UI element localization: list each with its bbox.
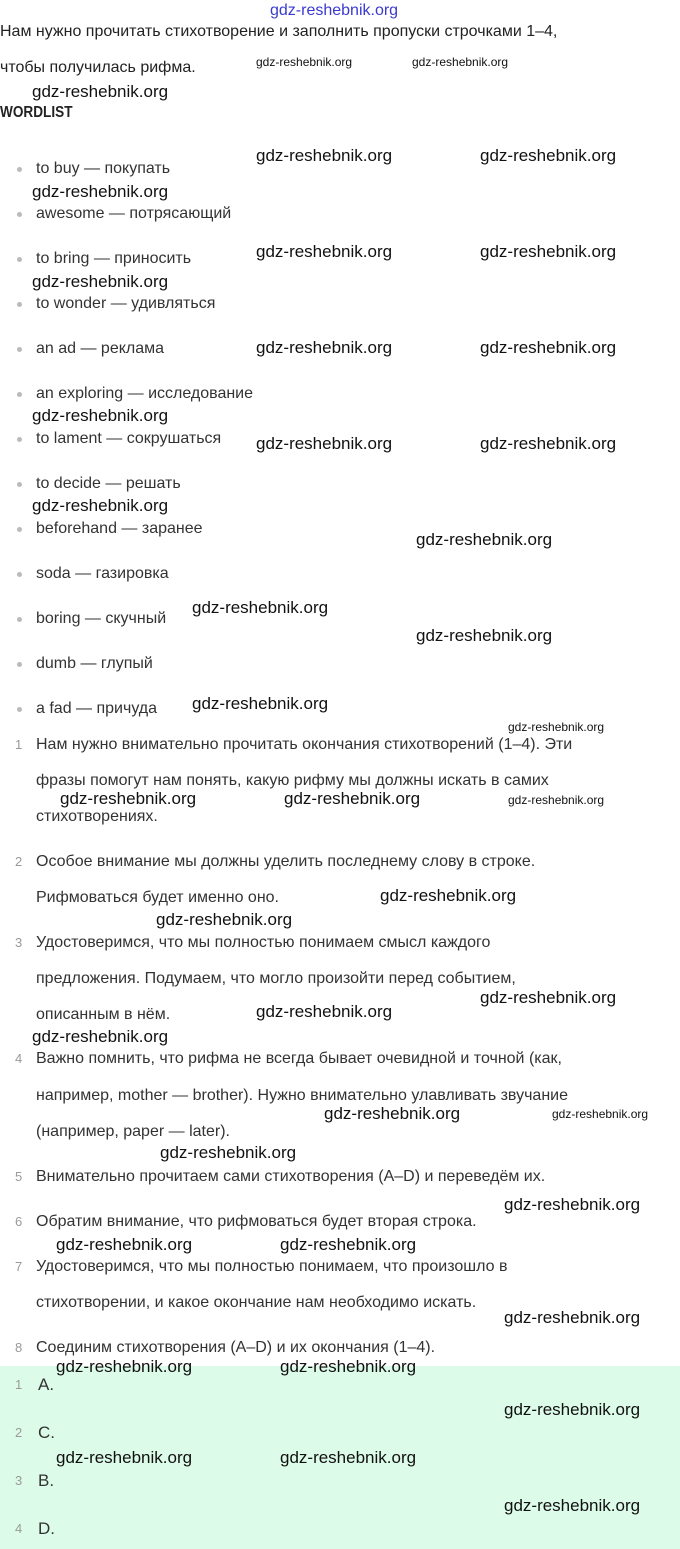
- watermark: gdz-reshebnik.org: [480, 338, 617, 357]
- watermark: gdz-reshebnik.org: [56, 1235, 193, 1254]
- step-text: Внимательно прочитаем сами стихотворения (A–D) и переведём их.: [36, 1168, 546, 1185]
- step-text: фразы помогут нам понять, какую рифму мы должны искать в самих: [36, 772, 549, 789]
- watermark: gdz-reshebnik.org: [192, 598, 329, 617]
- watermark: gdz-reshebnik.org: [284, 789, 421, 808]
- step-text: Нам нужно внимательно прочитать окончания стихотворений (1–4). Эти: [36, 736, 573, 753]
- step-number: 3: [15, 935, 23, 950]
- watermark: gdz-reshebnik.org: [256, 146, 393, 165]
- bullet-icon: [17, 662, 22, 667]
- watermark: gdz-reshebnik.org: [504, 1400, 641, 1419]
- watermark: gdz-reshebnik.org: [508, 720, 605, 734]
- step-text: Удостоверимся, что мы полностью понимаем, что произошло в: [36, 1258, 508, 1275]
- answer-value: B.: [38, 1471, 55, 1490]
- wordlist-item: boring — скучный: [36, 610, 167, 627]
- watermark: gdz-reshebnik.org: [416, 626, 553, 645]
- step-text: предложения. Подумаем, что могло произойти перед событием,: [36, 970, 516, 987]
- watermark: gdz-reshebnik.org: [256, 55, 353, 69]
- watermark: gdz-reshebnik.org: [380, 886, 517, 905]
- watermark: gdz-reshebnik.org: [32, 1027, 169, 1046]
- wordlist-item: an exploring — исследование: [36, 385, 254, 402]
- step-number: 6: [15, 1214, 23, 1229]
- watermark: gdz-reshebnik.org: [32, 406, 169, 425]
- answer-value: D.: [38, 1519, 55, 1538]
- watermark: gdz-reshebnik.org: [504, 1496, 641, 1515]
- step-text: Соединим стихотворения (A–D) и их окончания (1–4).: [36, 1339, 436, 1356]
- wordlist-item: soda — газировка: [36, 565, 169, 582]
- watermark: gdz-reshebnik.org: [32, 496, 169, 515]
- watermark: gdz-reshebnik.org: [256, 1002, 393, 1021]
- bullet-icon: [17, 617, 22, 622]
- step-text: Рифмоваться будет именно оно.: [36, 889, 279, 906]
- watermark: gdz-reshebnik.org: [32, 272, 169, 291]
- watermark: gdz-reshebnik.org: [32, 82, 169, 101]
- watermark: gdz-reshebnik.org: [56, 1448, 193, 1467]
- step-text: Обратим внимание, что рифмоваться будет вторая строка.: [36, 1213, 477, 1230]
- watermark: gdz-reshebnik.org: [504, 1195, 641, 1214]
- watermark: gdz-reshebnik.org: [56, 1357, 193, 1376]
- bullet-icon: [17, 212, 22, 217]
- step-text: Особое внимание мы должны уделить последнему слову в строке.: [36, 853, 536, 870]
- bullet-icon: [17, 572, 22, 577]
- bullet-icon: [17, 437, 22, 442]
- wordlist-item: to lament — сокрушаться: [36, 430, 222, 447]
- watermark: gdz-reshebnik.org: [32, 182, 169, 201]
- watermark: gdz-reshebnik.org: [480, 146, 617, 165]
- watermark: gdz-reshebnik.org: [156, 910, 293, 929]
- answer-value: A.: [38, 1375, 55, 1394]
- wordlist-item: to wonder — удивляться: [36, 295, 216, 312]
- bullet-icon: [17, 482, 22, 487]
- step-number: 1: [15, 737, 23, 752]
- step-number: 8: [15, 1340, 23, 1355]
- answer-number: 4: [15, 1521, 23, 1536]
- answer-number: 3: [15, 1473, 23, 1488]
- watermark: gdz-reshebnik.org: [256, 434, 393, 453]
- watermark: gdz-reshebnik.org: [412, 55, 509, 69]
- watermark: gdz-reshebnik.org: [270, 2, 399, 19]
- watermark: gdz-reshebnik.org: [504, 1308, 641, 1327]
- watermark: gdz-reshebnik.org: [552, 1107, 649, 1121]
- step-text: описанным в нём.: [36, 1006, 171, 1023]
- wordlist-item: dumb — глупый: [36, 655, 153, 672]
- watermark: gdz-reshebnik.org: [480, 242, 617, 261]
- watermark: gdz-reshebnik.org: [508, 793, 605, 807]
- watermark: gdz-reshebnik.org: [60, 789, 197, 808]
- answer-number: 1: [15, 1377, 23, 1392]
- answer-value: C.: [38, 1423, 55, 1442]
- intro-line: чтобы получилась рифма.: [0, 59, 196, 76]
- wordlist-item: awesome — потрясающий: [36, 205, 232, 222]
- watermark: gdz-reshebnik.org: [280, 1357, 417, 1376]
- wordlist-item: beforehand — заранее: [36, 520, 203, 537]
- bullet-icon: [17, 392, 22, 397]
- step-number: 4: [15, 1051, 23, 1066]
- watermark: gdz-reshebnik.org: [416, 530, 553, 549]
- bullet-icon: [17, 167, 22, 172]
- answer-number: 2: [15, 1425, 23, 1440]
- watermark: gdz-reshebnik.org: [256, 242, 393, 261]
- intro-line: Нам нужно прочитать стихотворение и заполнить пропуски строчками 1–4,: [0, 23, 558, 40]
- wordlist-item: to buy — покупать: [36, 160, 171, 177]
- watermark: gdz-reshebnik.org: [280, 1448, 417, 1467]
- wordlist-item: an ad — реклама: [36, 340, 165, 357]
- watermark: gdz-reshebnik.org: [480, 434, 617, 453]
- wordlist-item: to bring — приносить: [36, 250, 192, 267]
- bullet-icon: [17, 302, 22, 307]
- bullet-icon: [17, 527, 22, 532]
- step-number: 2: [15, 854, 23, 869]
- bullet-icon: [17, 257, 22, 262]
- step-text: стихотворении, и какое окончание нам необходимо искать.: [36, 1294, 477, 1311]
- step-number: 7: [15, 1259, 23, 1274]
- wordlist-title: WORDLIST: [0, 104, 73, 121]
- watermark: gdz-reshebnik.org: [256, 338, 393, 357]
- watermark: gdz-reshebnik.org: [280, 1235, 417, 1254]
- watermark: gdz-reshebnik.org: [192, 694, 329, 713]
- step-text: Удостоверимся, что мы полностью понимаем смысл каждого: [36, 934, 491, 951]
- step-text: (например, paper — later).: [36, 1123, 230, 1140]
- watermark: gdz-reshebnik.org: [160, 1143, 297, 1162]
- step-number: 5: [15, 1169, 23, 1184]
- bullet-icon: [17, 347, 22, 352]
- bullet-icon: [17, 707, 22, 712]
- wordlist-item: a fad — причуда: [36, 700, 158, 717]
- wordlist-item: to decide — решать: [36, 475, 181, 492]
- watermark: gdz-reshebnik.org: [480, 988, 617, 1007]
- step-text: Важно помнить, что рифма не всегда бывает очевидной и точной (как,: [36, 1050, 562, 1067]
- step-text: например, mother — brother). Нужно внимательно улавливать звучание: [36, 1087, 568, 1104]
- step-text: стихотворениях.: [36, 808, 158, 825]
- watermark: gdz-reshebnik.org: [324, 1104, 461, 1123]
